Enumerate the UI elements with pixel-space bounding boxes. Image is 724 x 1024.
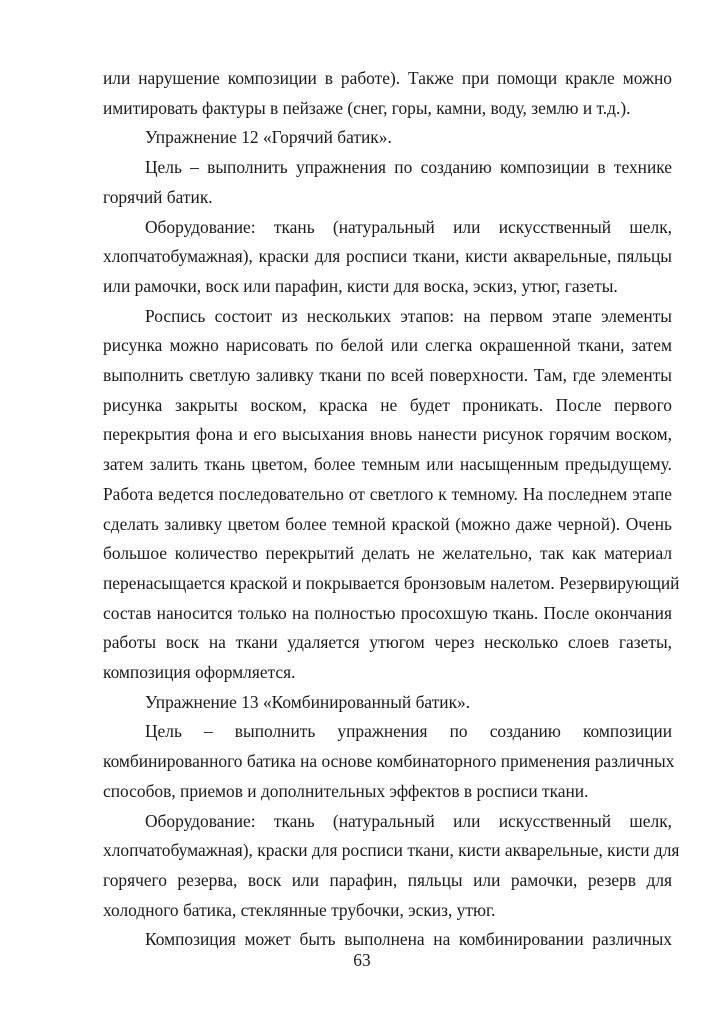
text-line: Оборудование: ткань (натуральный или искусственный шелк,: [145, 810, 672, 831]
paragraph: [103, 302, 680, 688]
text-line: Цель – выполнить упражнения по созданию композиции: [145, 721, 672, 742]
text-line: сделать заливку цветом более темной краской (можно даже черной). Очень: [103, 513, 672, 534]
text-line: рисунка можно нарисовать по белой или слегка окрашенной ткани, затем: [103, 335, 672, 356]
paragraph: [103, 688, 672, 718]
text-line: холодного батика, стеклянные трубочки, эскиз, утюг.: [103, 899, 496, 920]
text-line: Цель – выполнить упражнения по созданию композиции в технике: [145, 157, 672, 178]
text-line: Композиция может быть выполнена на комбинировании различных: [145, 929, 672, 950]
paragraph: [103, 123, 672, 153]
text-line: комбинированного батика на основе комбинаторного применения различных: [103, 751, 675, 772]
text-line: способов, приемов и дополнительных эффектов в росписи ткани.: [103, 780, 589, 801]
text-line: имитировать фактуры в пейзаже (снег, горы, камни, воду, землю и т.д.).: [103, 97, 631, 118]
page-number: 63: [353, 950, 371, 970]
document-body: [103, 64, 680, 955]
text-line: Работа ведется последовательно от светлого к темному. На последнем этапе: [103, 483, 672, 504]
text-line: затем залить ткань цветом, более темным или насыщенным предыдущему.: [103, 454, 672, 475]
paragraph: [103, 64, 672, 123]
text-line: или нарушение композиции в работе). Также при помощи кракле можно: [103, 68, 672, 88]
text-line: большое количество перекрытий делать не желательно, так как материал: [103, 543, 672, 564]
text-line: Упражнение 13 «Комбинированный батик».: [145, 691, 471, 712]
text-line: выполнить светлую заливку ткани по всей поверхности. Там, где элементы: [103, 365, 672, 386]
text-line: состав наносится только на полностью просохшую ткань. После окончания: [103, 602, 672, 623]
text-line: перекрытия фона и его высыхания вновь нанести рисунок горячим воском,: [103, 424, 672, 445]
paragraph: [103, 807, 680, 926]
text-line: горячий батик.: [103, 186, 213, 207]
text-line: работы воск на ткани удаляется утюгом через несколько слоев газеты,: [103, 632, 672, 653]
text-line: хлопчатобумажная), краски для росписи ткани, кисти акварельные, пяльцы: [103, 246, 672, 267]
text-line: или рамочки, воск или парафин, кисти для воска, эскиз, утюг, газеты.: [103, 275, 618, 296]
text-line: Упражнение 12 «Горячий батик».: [145, 127, 392, 148]
paragraph: [103, 213, 672, 302]
text-line: рисунка закрыты воском, краска не будет проникать. После первого: [103, 394, 672, 415]
paragraph: [103, 153, 672, 212]
text-line: хлопчатобумажная), краски для росписи ткани, кисти акварельные, кисти для: [103, 840, 680, 861]
paragraph: [103, 717, 675, 806]
text-line: Оборудование: ткань (натуральный или искусственный шелк,: [145, 216, 672, 237]
text-line: композиция оформляется.: [103, 662, 296, 683]
text-line: Роспись состоит из нескольких этапов: на первом этапе элементы: [145, 305, 672, 326]
text-line: горячего резерва, воск или парафин, пяльцы или рамочки, резерв для: [103, 869, 672, 890]
text-line: перенасыщается краской и покрывается бронзовым налетом. Резервирующий: [103, 572, 680, 593]
